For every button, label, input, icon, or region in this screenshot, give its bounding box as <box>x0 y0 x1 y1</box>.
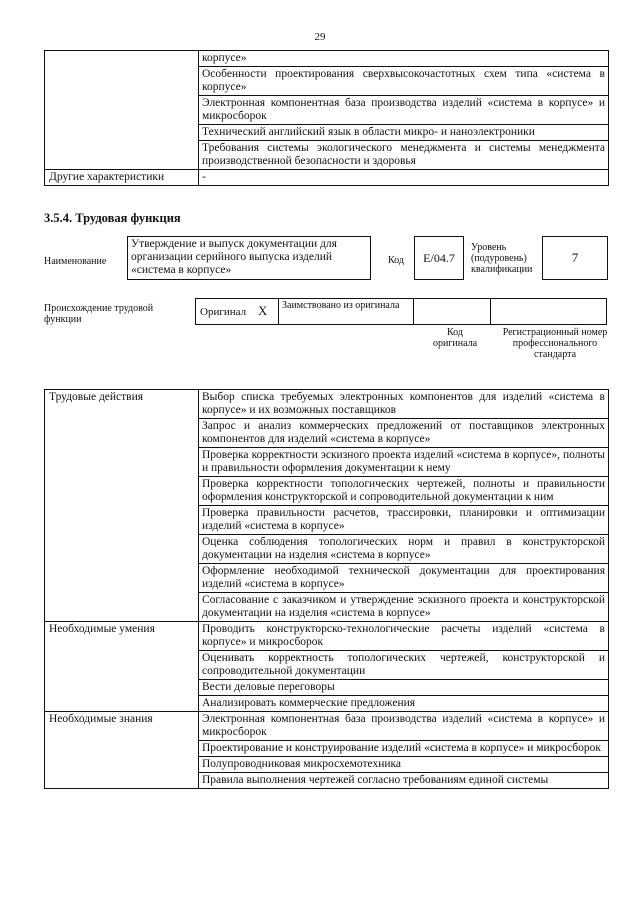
row-item: Оценка соблюдения топологических норм и правил в конструкторской документации на изделия «система в корпусе» <box>199 535 609 564</box>
table-row <box>45 51 609 67</box>
row-label: Необходимые знания <box>45 712 199 789</box>
row-item: Электронная компонентная база производства изделий «система в корпусе» и микросборок <box>199 96 609 125</box>
row-item: Выбор списка требуемых электронных компонентов для изделий «система в корпусе» и их возможных поставщиков <box>199 390 609 419</box>
row-item: Проектирование и конструирование изделий «система в корпусе» и микросборок <box>199 741 609 757</box>
row-item: Согласование с заказчиком и утверждение эскизного проекта и конструкторской документации на изделия «система в корпусе» <box>199 593 609 622</box>
table-row <box>45 622 609 651</box>
row-item: Полупроводниковая микросхемотехника <box>199 757 609 773</box>
origin-label: Происхождение трудовой функции <box>44 303 154 325</box>
row-label: Другие характеристики <box>45 170 199 186</box>
qualification-level-label: Уровень (подуровень) квалификации <box>471 242 533 275</box>
code-label: Код <box>388 255 404 266</box>
row-item: Вести деловые переговоры <box>199 680 609 696</box>
origin-original-cell <box>195 298 279 325</box>
top-characteristics-table <box>44 50 609 186</box>
function-code-box: E/04.7 <box>414 236 464 280</box>
row-item: Электронная компонентная база производства изделий «система в корпусе» и микросборок <box>199 712 609 741</box>
row-label: Трудовые действия <box>45 390 199 622</box>
row-label: Необходимые умения <box>45 622 199 712</box>
table-row <box>45 170 609 186</box>
row-item: Правила выполнения чертежей согласно требованиям единой системы <box>199 773 609 789</box>
table-row <box>45 390 609 419</box>
section-title: 3.5.4. Трудовая функция <box>44 211 181 225</box>
row-item: Проводить конструкторско-технологические расчеты изделий «система в корпусе» и микросборок <box>199 622 609 651</box>
origin-row <box>196 298 609 325</box>
original-code-caption: Код оригинала <box>432 327 478 349</box>
row-label <box>45 51 199 170</box>
origin-registration-cell <box>490 298 607 325</box>
name-label: Наименование <box>44 256 107 267</box>
qualification-level-box: 7 <box>542 236 608 280</box>
row-item: Оценивать корректность топологических чертежей, конструкторской и сопроводительной документации <box>199 651 609 680</box>
original-mark: X <box>258 304 268 318</box>
registration-number-caption: Регистрационный номер профессионального стандарта <box>502 327 608 360</box>
origin-code-cell <box>413 298 491 325</box>
row-item: Запрос и анализ коммерческих предложений от поставщиков электронных компонентов для изделий «система в корпусе» <box>199 419 609 448</box>
row-item: Требования системы экологического менеджмента и системы менеджмента производственной безопасности и здоровья <box>199 141 609 170</box>
row-item: Особенности проектирования сверхвысокочастотных схем типа «система в корпусе» <box>199 67 609 96</box>
original-label: Оригинал <box>200 305 247 318</box>
function-name-box: Утверждение и выпуск документации для организации серийного выпуска изделий «система в корпусе» <box>127 236 371 280</box>
row-item: Технический английский язык в области микро- и наноэлектроники <box>199 125 609 141</box>
row-item: Анализировать коммерческие предложения <box>199 696 609 712</box>
origin-borrowed-cell: Заимствовано из оригинала <box>278 298 414 325</box>
row-item: Проверка корректности эскизного проекта изделий «система в корпусе», полноты и правильности оформления документации к нему <box>199 448 609 477</box>
table-row <box>45 712 609 741</box>
row-item: - <box>199 170 609 186</box>
page-number: 29 <box>314 31 326 43</box>
row-item: Оформление необходимой технической документации для проектирования изделий «система в корпусе» <box>199 564 609 593</box>
labor-actions-table <box>44 389 609 789</box>
row-item: корпусе» <box>199 51 609 67</box>
row-item: Проверка правильности расчетов, трассировки, планировки и оптимизации изделий «система в корпусе» <box>199 506 609 535</box>
row-item: Проверка корректности топологических чертежей, полноты и правильности оформления конструкторской и сопроводительной документации к ним <box>199 477 609 506</box>
